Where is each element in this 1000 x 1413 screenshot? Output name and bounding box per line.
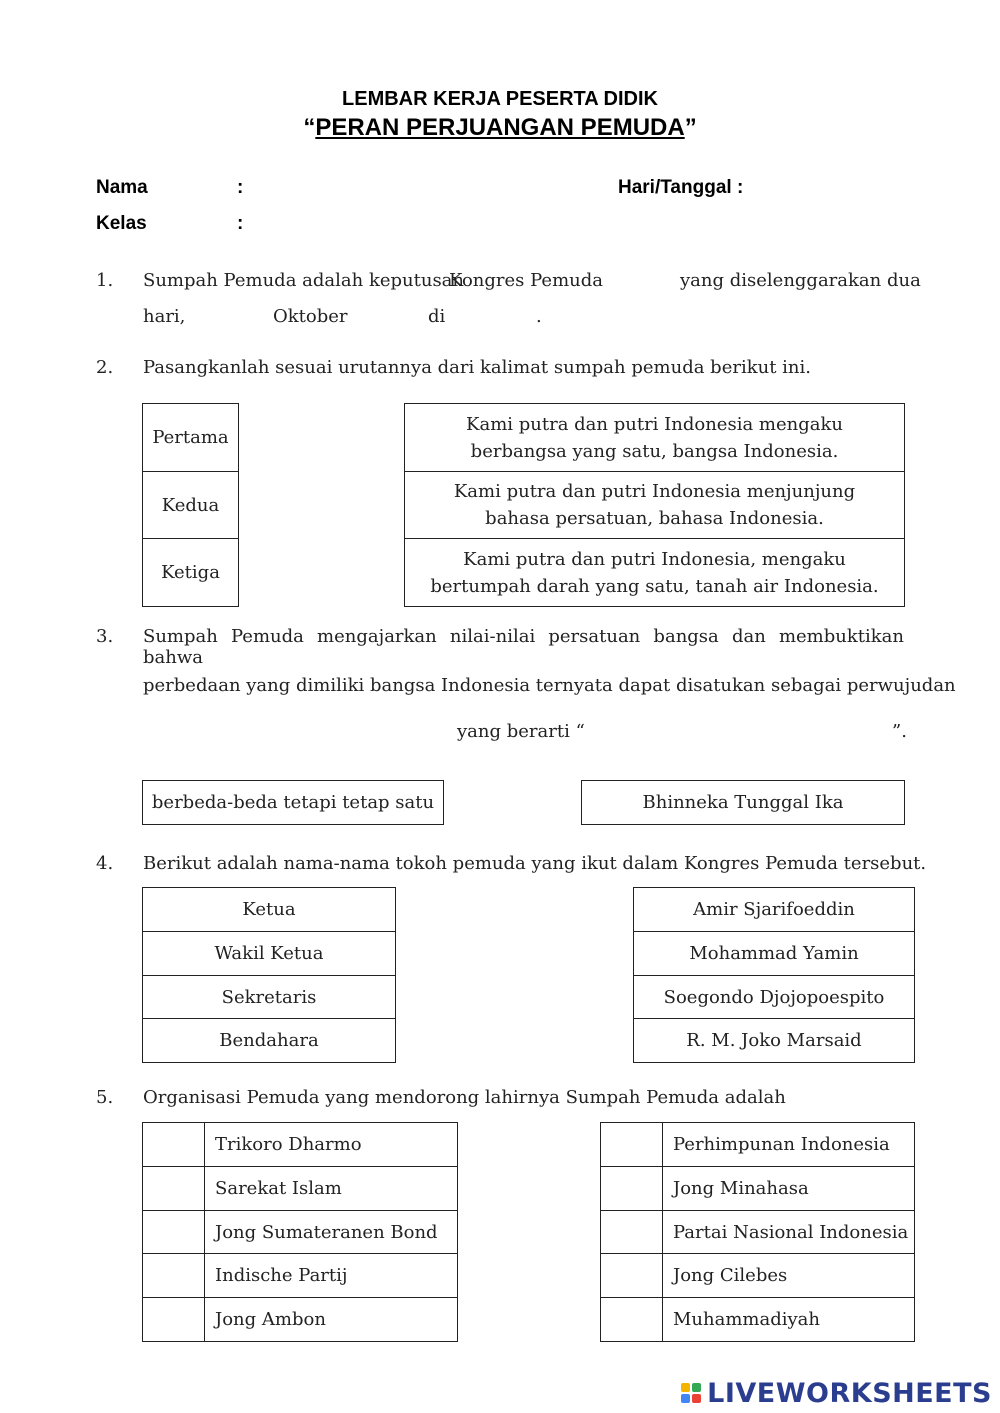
q4-text: Berikut adalah nama-nama tokoh pemuda yang ikut dalam Kongres Pemuda tersebut. <box>143 853 927 874</box>
kelas-label: Kelas <box>96 213 147 234</box>
q3-option-1[interactable]: berbeda-beda tetapi tetap satu <box>142 780 444 825</box>
q5-option-indische-partij: Indische Partij <box>204 1253 458 1298</box>
q5-option-perhimpunan-indonesia: Perhimpunan Indonesia <box>662 1122 915 1167</box>
q3-option-2[interactable]: Bhinneka Tunggal Ika <box>581 780 905 825</box>
q5-checkbox-sarekat-islam[interactable] <box>142 1166 205 1211</box>
q5-checkbox-indische-partij[interactable] <box>142 1253 205 1298</box>
q5-checkbox-jong-ambon[interactable] <box>142 1297 205 1342</box>
q5-number: 5. <box>96 1087 114 1108</box>
logo-square-3 <box>681 1394 690 1403</box>
q1-text-c: yang diselenggarakan dua <box>680 270 921 291</box>
liveworksheets-logo-icon <box>681 1383 701 1403</box>
q5-checkbox-perhimpunan-indonesia[interactable] <box>600 1122 663 1167</box>
q5-checkbox-jong-cilebes[interactable] <box>600 1253 663 1298</box>
subtitle-text: PERAN PERJUANGAN PEMUDA <box>315 114 685 141</box>
q4-role-sekretaris[interactable]: Sekretaris <box>142 975 396 1019</box>
q5-option-jong-cilebes: Jong Cilebes <box>662 1253 915 1298</box>
q1-text-b: Kongres Pemuda <box>449 270 604 291</box>
q3-line3-b: ”. <box>892 721 907 742</box>
worksheet-title: LEMBAR KERJA PESERTA DIDIK <box>342 88 658 110</box>
q5-checkbox-partai-nasional-indonesia[interactable] <box>600 1210 663 1254</box>
q2-order-ketiga[interactable]: Ketiga <box>142 538 239 607</box>
q1-number: 1. <box>96 270 114 291</box>
tanggal-label: Hari/Tanggal : <box>618 177 744 198</box>
q5-option-jong-sumateranen-bond: Jong Sumateranen Bond <box>204 1210 458 1254</box>
q4-name-2[interactable]: Mohammad Yamin <box>633 931 915 976</box>
q3-line1: Sumpah Pemuda mengajarkan nilai-nilai persatuan bangsa dan membuktikan bahwa <box>143 626 904 668</box>
q3-line3-a: yang berarti “ <box>457 721 585 742</box>
q4-role-wakil-ketua[interactable]: Wakil Ketua <box>142 931 396 976</box>
q5-option-jong-minahasa: Jong Minahasa <box>662 1166 915 1211</box>
q5-option-jong-ambon: Jong Ambon <box>204 1297 458 1342</box>
q2-text: Pasangkanlah sesuai urutannya dari kalimat sumpah pemuda berikut ini. <box>143 357 811 378</box>
logo-square-2 <box>692 1383 701 1392</box>
q5-option-sarekat-islam: Sarekat Islam <box>204 1166 458 1211</box>
q3-line2: perbedaan yang dimiliki bangsa Indonesia ternyata dapat disatukan sebagai perwujudan <box>143 675 956 696</box>
q1-text-g: . <box>536 306 542 327</box>
q2-sentence-1[interactable]: Kami putra dan putri Indonesia mengaku berbangsa yang satu, bangsa Indonesia. <box>404 403 905 472</box>
q1-text-e: Oktober <box>273 306 348 327</box>
q4-role-ketua[interactable]: Ketua <box>142 887 396 932</box>
subtitle-quote-open: “ <box>303 114 316 141</box>
subtitle-quote-close: ” <box>684 114 697 141</box>
q1-text-a: Sumpah Pemuda adalah keputusan <box>143 270 465 291</box>
worksheet-subtitle <box>0 114 1000 142</box>
q5-option-trikoro-dharmo: Trikoro Dharmo <box>204 1122 458 1167</box>
logo-square-1 <box>681 1383 690 1392</box>
liveworksheets-logo[interactable] <box>681 1378 992 1408</box>
q5-option-muhammadiyah: Muhammadiyah <box>662 1297 915 1342</box>
q2-order-kedua[interactable]: Kedua <box>142 471 239 539</box>
q1-text-f: di <box>428 306 446 327</box>
q2-sentence-3[interactable]: Kami putra dan putri Indonesia, mengaku bertumpah darah yang satu, tanah air Indonesia. <box>404 538 905 607</box>
logo-square-4 <box>692 1394 701 1403</box>
nama-colon: : <box>237 177 244 198</box>
q5-checkbox-jong-minahasa[interactable] <box>600 1166 663 1211</box>
q5-checkbox-jong-sumateranen-bond[interactable] <box>142 1210 205 1254</box>
q4-name-1[interactable]: Amir Sjarifoeddin <box>633 887 915 932</box>
q1-text-d: hari, <box>143 306 186 327</box>
nama-label: Nama <box>96 177 148 198</box>
q2-number: 2. <box>96 357 114 378</box>
liveworksheets-logo-text: LIVEWORKSHEETS <box>707 1377 992 1409</box>
q4-role-bendahara[interactable]: Bendahara <box>142 1018 396 1063</box>
q4-number: 4. <box>96 853 114 874</box>
q4-name-4[interactable]: R. M. Joko Marsaid <box>633 1018 915 1063</box>
q2-order-pertama[interactable]: Pertama <box>142 403 239 472</box>
q5-checkbox-muhammadiyah[interactable] <box>600 1297 663 1342</box>
kelas-colon: : <box>237 213 244 234</box>
q3-number: 3. <box>96 626 114 647</box>
q2-sentence-2[interactable]: Kami putra dan putri Indonesia menjunjung bahasa persatuan, bahasa Indonesia. <box>404 471 905 539</box>
q5-text: Organisasi Pemuda yang mendorong lahirnya Sumpah Pemuda adalah <box>143 1087 786 1108</box>
q5-option-partai-nasional-indonesia: Partai Nasional Indonesia <box>662 1210 915 1254</box>
q4-name-3[interactable]: Soegondo Djojopoespito <box>633 975 915 1019</box>
q5-checkbox-trikoro-dharmo[interactable] <box>142 1122 205 1167</box>
